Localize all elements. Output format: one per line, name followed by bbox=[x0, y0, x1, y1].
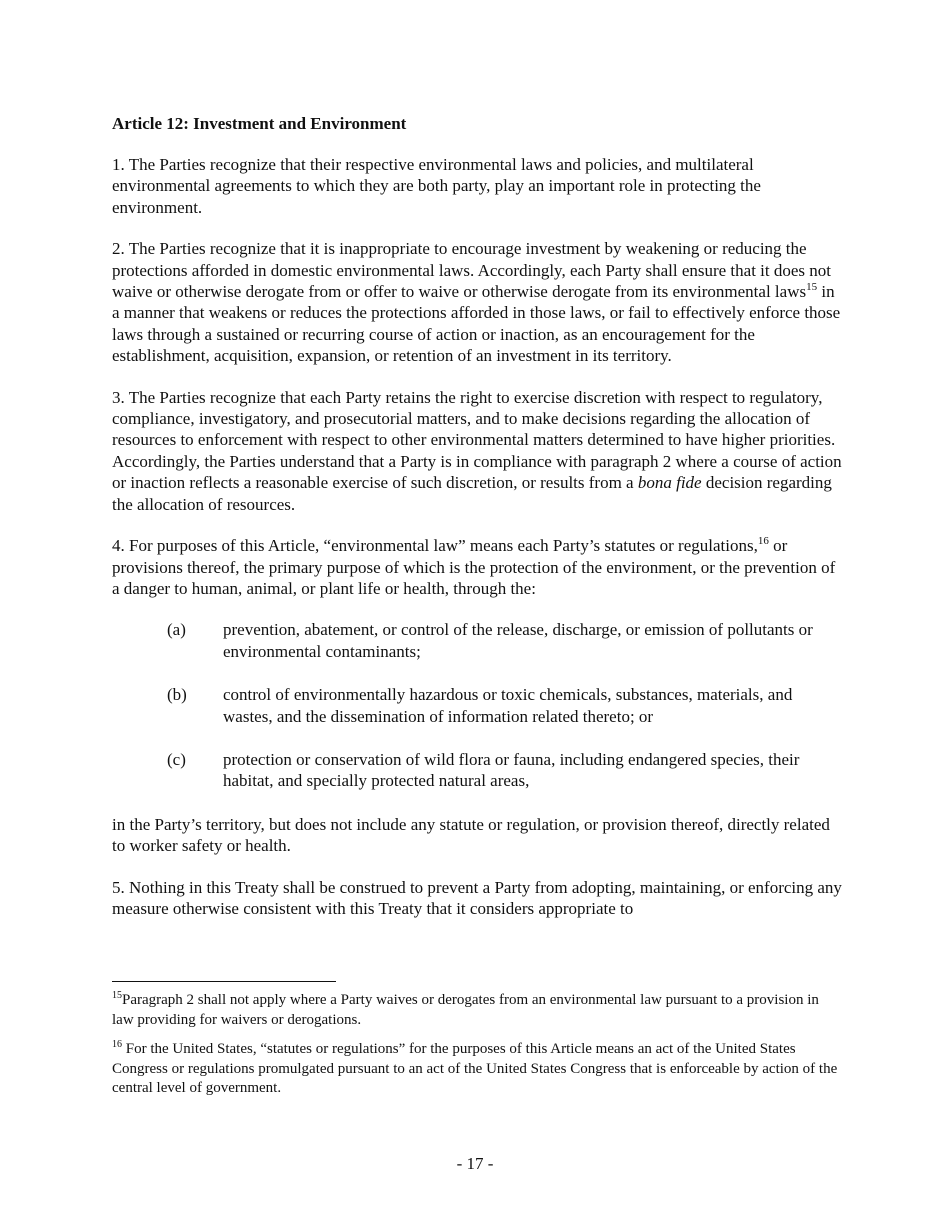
paragraph-4-continuation: in the Party’s territory, but does not include any statute or regulation, or provision thereof, directly related to worker safety or health. bbox=[112, 814, 830, 856]
list-item-label: (b) bbox=[167, 685, 187, 705]
paragraph-1: 1. The Parties recognize that their respective environmental laws and policies, and multilateral environmental agreements to which they are both party, play an important role in protecting the environment. bbox=[112, 155, 761, 217]
list-item-text: prevention, abatement, or control of the release, discharge, or emission of pollutants or environmental contaminants; bbox=[223, 620, 813, 661]
paragraph-4-text-end: or provisions thereof, the primary purpose of which is the protection of the environment, or the prevention of a danger to human, animal, or plant life or health, through the: bbox=[112, 536, 836, 598]
paragraph-3-italic: bona fide bbox=[637, 473, 702, 493]
footnote-text: Paragraph 2 shall not apply where a Party waives or derogates from an environmental law pursuant to a provision in law providing for waivers or derogations. bbox=[112, 992, 819, 1028]
list-item bbox=[167, 749, 842, 792]
paragraph-5: 5. Nothing in this Treaty shall be construed to prevent a Party from adopting, maintaining, or enforcing any measure otherwise consistent with this Treaty that it considers appropriate to bbox=[112, 877, 842, 918]
page-number: - 17 - bbox=[456, 1154, 494, 1173]
footnote-15 bbox=[112, 991, 842, 1030]
paragraph-3 bbox=[112, 387, 842, 515]
paragraph-3-text-end: decision regarding the allocation of resources. bbox=[112, 473, 832, 514]
list-item bbox=[167, 684, 842, 727]
list-item bbox=[167, 619, 842, 662]
footnote-number: 16 bbox=[112, 1039, 122, 1051]
document-page bbox=[112, 113, 842, 939]
paragraph-4 bbox=[112, 535, 842, 599]
paragraph-4-text-start: 4. For purposes of this Article, “environmental law” means each Party’s statutes or regulations, bbox=[112, 536, 758, 556]
list-item-label: (a) bbox=[167, 620, 186, 640]
list-item-text: control of environmentally hazardous or toxic chemicals, substances, materials, and wastes, and the dissemination of information related thereto; or bbox=[223, 685, 793, 726]
list-item-text: protection or conservation of wild flora or fauna, including endangered species, their habitat, and specially protected natural areas, bbox=[223, 749, 800, 791]
article-heading: Article 12: Investment and Environment bbox=[112, 114, 407, 133]
list-item-label: (c) bbox=[167, 749, 186, 769]
paragraph-2 bbox=[112, 238, 842, 366]
footnote-text: For the United States, “statutes or regulations” for the purposes of this Article means an act of the United States Congress or regulations promulgated pursuant to an act of the United States Congress that is enforceable by action of the central level of government. bbox=[112, 1041, 838, 1097]
footnote-ref-16: 16 bbox=[757, 535, 769, 548]
footnote-ref-15: 15 bbox=[806, 281, 818, 294]
footnote-separator bbox=[112, 981, 336, 982]
footnotes bbox=[112, 991, 842, 1109]
paragraph-2-text-start: 2. The Parties recognize that it is inappropriate to encourage investment by weakening or reducing the protections afforded in domestic environmental laws. Accordingly, each Party shall ensure that it does not waive or otherwise derogate from or offer to waive or otherwise derogate from its environmental laws bbox=[112, 239, 832, 302]
paragraph-2-text-end: in a manner that weakens or reduces the protections afforded in those laws, or fail to effectively enforce those laws through a sustained or recurring course of action or inaction, as an encouragement for the establishment, acquisition, expansion, or retention of an investment in its territory. bbox=[112, 282, 841, 366]
footnote-number: 15 bbox=[112, 990, 122, 1001]
paragraph-3-text-start: 3. The Parties recognize that each Party retains the right to exercise discretion with respect to regulatory, compliance, investigatory, and prosecutorial matters, and to make decisions regarding the allocation of resources to enforcement with respect to other environmental matters determined to have higher priorities. Accordingly, the Parties understand that a Party is in compliance with paragraph 2 where a course of action or inaction reflects a reasonable exercise of such discretion, or results from a bbox=[112, 387, 842, 493]
footnote-16 bbox=[112, 1040, 842, 1099]
